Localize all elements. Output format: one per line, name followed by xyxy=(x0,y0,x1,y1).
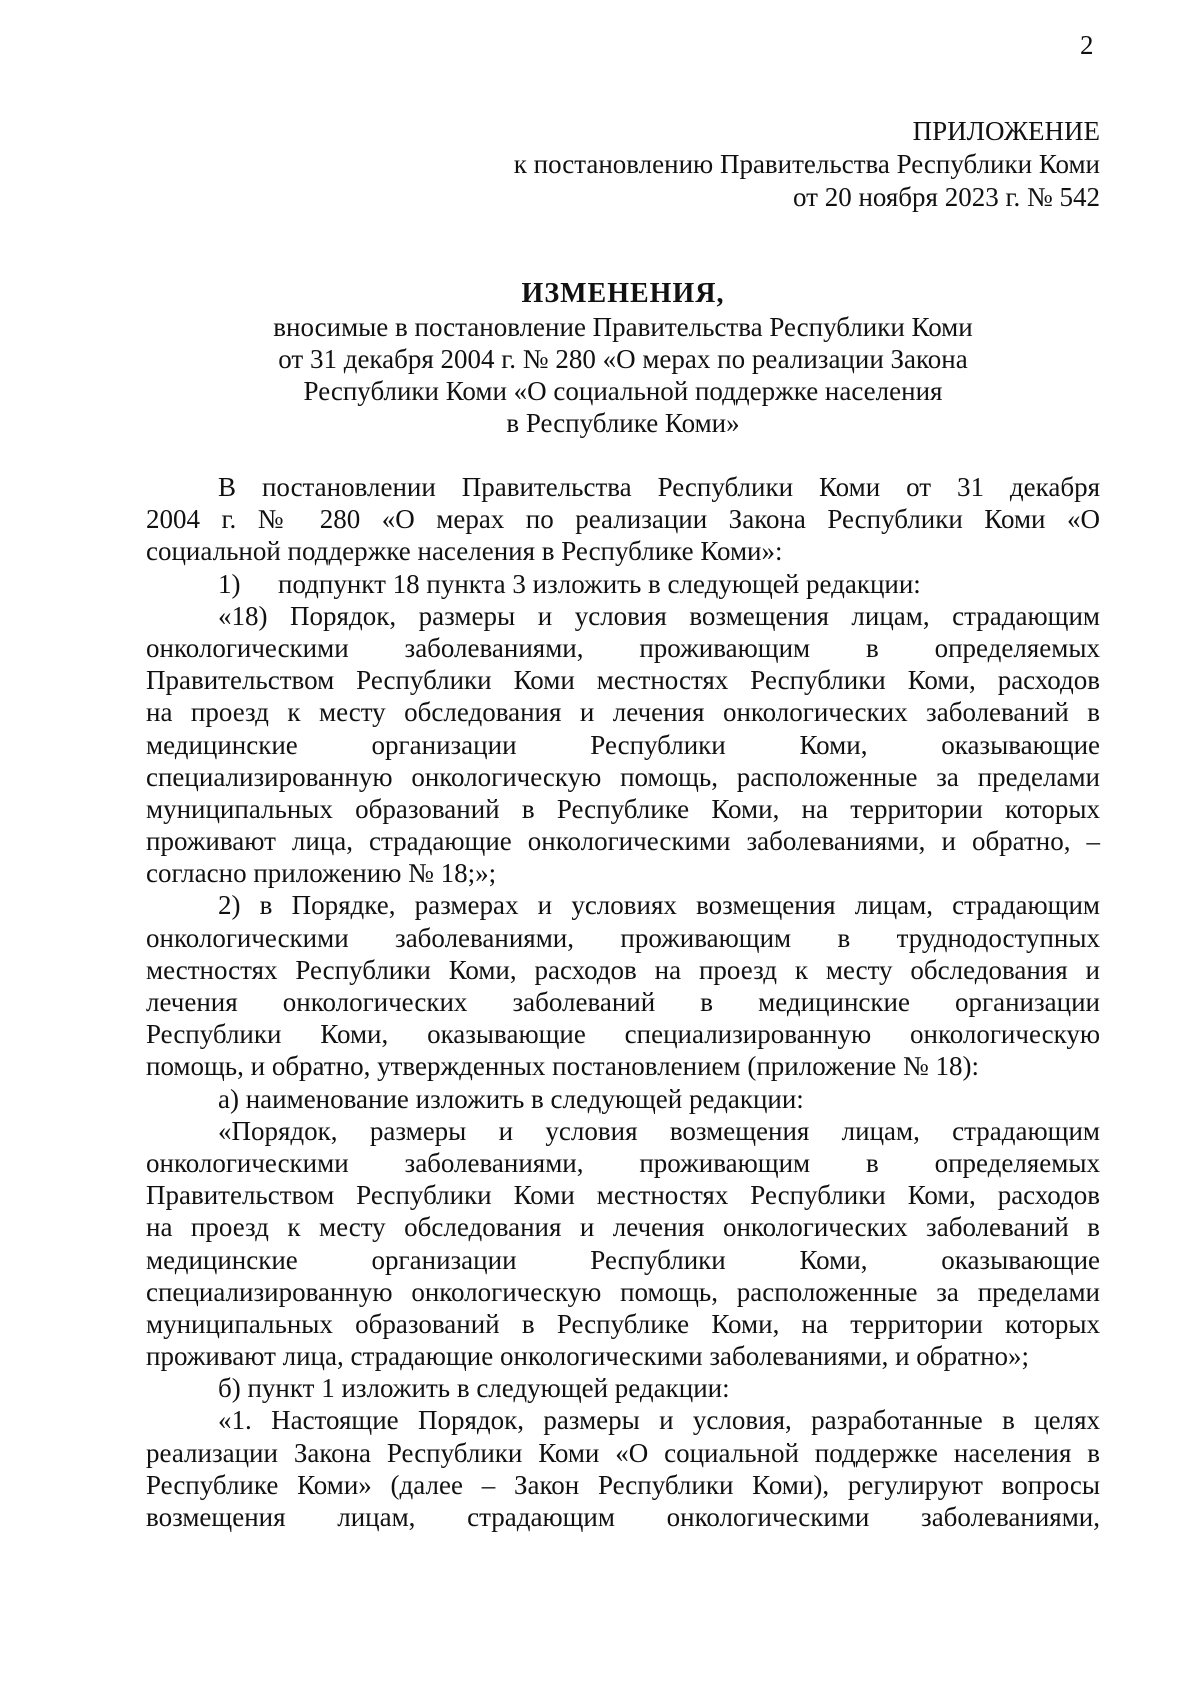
title-heading: ИЗМЕНЕНИЯ, xyxy=(521,278,725,309)
body-line: лечения онкологических заболеваний в медицинские организации xyxy=(146,987,1100,1017)
body-line: онкологическими заболеваниями, проживающим в определяемых xyxy=(146,632,1100,663)
body-line: проживают лица, страдающие онкологическими заболеваниями, и обратно, – xyxy=(146,826,1100,857)
title-line: вносимые в постановление Правительства Республики Коми xyxy=(273,312,973,342)
item-text: подпункт 18 пункта 3 изложить в следующей редакции: xyxy=(278,568,921,599)
body-line: Республики Коми, оказывающие специализированную онкологическую xyxy=(146,1019,1100,1050)
body-line: специализированную онкологическую помощь, расположенные за пределами xyxy=(146,1276,1100,1307)
body-line: на проезд к месту обследования и лечения онкологических заболеваний в xyxy=(146,1212,1100,1243)
body-line: «18) Порядок, размеры и условия возмещения лицам, страдающим xyxy=(218,600,1100,631)
item-number: 1) xyxy=(218,568,241,599)
body-line-item-1 xyxy=(146,568,1100,600)
page-number: 2 xyxy=(1080,30,1094,60)
body-line: а) наименование изложить в следующей редакции: xyxy=(218,1083,804,1114)
body-line: 2004 г. № 280 «О мерах по реализации Закона Республики Коми «О xyxy=(146,504,1100,535)
body-line: на проезд к месту обследования и лечения онкологических заболеваний в xyxy=(146,697,1100,728)
body-line: реализации Закона Республики Коми «О социальной поддержке населения в xyxy=(146,1437,1100,1468)
appendix-header xyxy=(514,115,1100,214)
title-line: Республики Коми «О социальной поддержке населения xyxy=(303,376,943,406)
body-line: специализированную онкологическую помощь, расположенные за пределами xyxy=(146,761,1100,792)
body-line: медицинские организации Республики Коми, оказывающие xyxy=(146,1244,1100,1275)
body-line: Правительством Республики Коми местностях Республики Коми, расходов xyxy=(146,665,1100,696)
body-line: возмещения лицам, страдающим онкологическими заболеваниями, xyxy=(146,1502,1100,1532)
body-line: б) пункт 1 изложить в следующей редакции: xyxy=(218,1373,730,1404)
document-title xyxy=(146,277,1100,439)
body-line: Республике Коми» (далее – Закон Республики Коми), регулируют вопросы xyxy=(146,1469,1100,1500)
body-line: муниципальных образований в Республике Коми, на территории которых xyxy=(146,1308,1100,1339)
body-line: «1. Настоящие Порядок, размеры и условия, разработанные в целях xyxy=(218,1405,1100,1436)
body-line: местностях Республики Коми, расходов на проезд к месту обследования и xyxy=(146,954,1100,985)
body-line: проживают лица, страдающие онкологическими заболеваниями, и обратно»; xyxy=(146,1341,1030,1372)
body-line: муниципальных образований в Республике Коми, на территории которых xyxy=(146,793,1100,824)
body-line: согласно приложению № 18;»; xyxy=(146,858,497,889)
appendix-date-number: от 20 ноября 2023 г. № 542 xyxy=(793,182,1100,212)
document-body xyxy=(146,471,1100,1533)
appendix-label: ПРИЛОЖЕНИЕ xyxy=(912,116,1100,146)
title-line: в Республике Коми» xyxy=(506,408,740,438)
title-line: от 31 декабря 2004 г. № 280 «О мерах по реализации Закона xyxy=(278,344,968,374)
body-line: помощь, и обратно, утвержденных постановлением (приложение № 18): xyxy=(146,1051,979,1082)
body-line: Правительством Республики Коми местностях Республики Коми, расходов xyxy=(146,1180,1100,1211)
body-line: медицинские организации Республики Коми, оказывающие xyxy=(146,729,1100,760)
body-line: социальной поддержке населения в Республике Коми»: xyxy=(146,536,783,567)
body-line: онкологическими заболеваниями, проживающим в определяемых xyxy=(146,1147,1100,1178)
appendix-reference: к постановлению Правительства Республики Коми xyxy=(513,149,1100,179)
body-line: В постановлении Правительства Республики Коми от 31 декабря xyxy=(218,472,1100,502)
body-line: 2) в Порядке, размерах и условиях возмещения лицам, страдающим xyxy=(218,890,1100,921)
body-line: онкологическими заболеваниями, проживающим в труднодоступных xyxy=(146,922,1100,953)
body-line: «Порядок, размеры и условия возмещения лицам, страдающим xyxy=(218,1115,1100,1146)
